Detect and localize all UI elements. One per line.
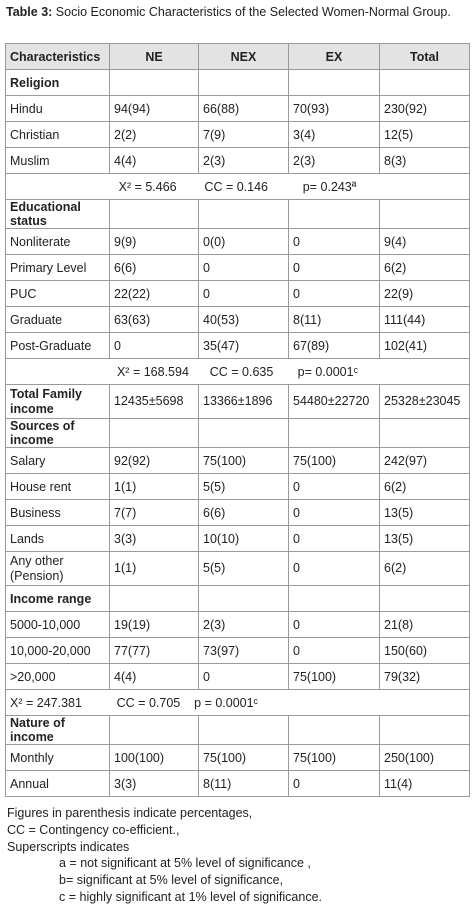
section-row — [6, 586, 470, 612]
section-label: Religion — [6, 70, 110, 96]
value-cell: 10(10) — [199, 526, 289, 552]
statistics-row — [6, 690, 470, 716]
statistics-row — [6, 359, 470, 385]
empty-cell — [199, 419, 289, 448]
row-label-cell: Salary — [6, 448, 110, 474]
empty-cell — [289, 586, 380, 612]
table-row — [6, 612, 470, 638]
row-label-cell: PUC — [6, 281, 110, 307]
empty-cell — [110, 70, 199, 96]
table-row — [6, 307, 470, 333]
value-cell: 12435±5698 — [110, 385, 199, 419]
value-cell: 35(47) — [199, 333, 289, 359]
value-cell: 63(63) — [110, 307, 199, 333]
value-cell: 1(1) — [110, 474, 199, 500]
section-row — [6, 419, 470, 448]
empty-cell — [289, 716, 380, 745]
table-row — [6, 385, 470, 419]
value-cell: 77(77) — [110, 638, 199, 664]
section-label: Nature of income — [6, 716, 110, 745]
empty-cell — [110, 586, 199, 612]
value-cell: 73(97) — [199, 638, 289, 664]
value-cell: 75(100) — [199, 448, 289, 474]
value-cell: 4(4) — [110, 148, 199, 174]
value-cell: 9(4) — [380, 229, 470, 255]
value-cell: 13(5) — [380, 500, 470, 526]
row-label-cell: Business — [6, 500, 110, 526]
caption-label: Table 3: — [6, 5, 53, 19]
value-cell: 9(9) — [110, 229, 199, 255]
table-row — [6, 96, 470, 122]
value-cell: 3(3) — [110, 526, 199, 552]
socio-economic-table — [5, 43, 470, 797]
table-row — [6, 745, 470, 771]
value-cell: 6(2) — [380, 552, 470, 586]
statistics-row — [6, 174, 470, 200]
table-caption — [6, 4, 466, 21]
value-cell: 8(11) — [289, 307, 380, 333]
value-cell: 13366±1896 — [199, 385, 289, 419]
empty-cell — [380, 586, 470, 612]
value-cell: 0 — [289, 638, 380, 664]
header-nex: NEX — [199, 44, 289, 70]
row-label-cell: Monthly — [6, 745, 110, 771]
section-row — [6, 200, 470, 229]
value-cell: 0 — [289, 526, 380, 552]
table-row — [6, 448, 470, 474]
row-label-cell: Primary Level — [6, 255, 110, 281]
value-cell: 4(4) — [110, 664, 199, 690]
header-ex: EX — [289, 44, 380, 70]
value-cell: 250(100) — [380, 745, 470, 771]
value-cell: 40(53) — [199, 307, 289, 333]
value-cell: 75(100) — [289, 448, 380, 474]
row-label-cell: Nonliterate — [6, 229, 110, 255]
value-cell: 0(0) — [199, 229, 289, 255]
value-cell: 1(1) — [110, 552, 199, 586]
value-cell: 0 — [289, 281, 380, 307]
value-cell: 111(44) — [380, 307, 470, 333]
empty-cell — [110, 419, 199, 448]
row-label-cell: >20,000 — [6, 664, 110, 690]
empty-cell — [110, 716, 199, 745]
value-cell: 2(3) — [199, 148, 289, 174]
footnote-line: CC = Contingency co-efficient., — [7, 822, 180, 837]
value-cell: 0 — [199, 281, 289, 307]
table-row — [6, 281, 470, 307]
empty-cell — [289, 200, 380, 229]
value-cell: 13(5) — [380, 526, 470, 552]
value-cell: 230(92) — [380, 96, 470, 122]
value-cell: 0 — [110, 333, 199, 359]
table-row — [6, 500, 470, 526]
header-total: Total — [380, 44, 470, 70]
section-label: Educational status — [6, 200, 110, 229]
row-label-cell: Lands — [6, 526, 110, 552]
table-row — [6, 474, 470, 500]
value-cell: 3(3) — [110, 771, 199, 797]
value-cell: 2(3) — [199, 612, 289, 638]
empty-cell — [380, 716, 470, 745]
value-cell: 92(92) — [110, 448, 199, 474]
value-cell: 75(100) — [289, 745, 380, 771]
value-cell: 0 — [289, 500, 380, 526]
header-characteristics: Characteristics — [6, 44, 110, 70]
value-cell: 12(5) — [380, 122, 470, 148]
row-label-cell: Post-Graduate — [6, 333, 110, 359]
value-cell: 0 — [289, 255, 380, 281]
empty-cell — [110, 200, 199, 229]
value-cell: 3(4) — [289, 122, 380, 148]
row-label-cell: Muslim — [6, 148, 110, 174]
value-cell: 8(11) — [199, 771, 289, 797]
value-cell: 102(41) — [380, 333, 470, 359]
empty-cell — [380, 419, 470, 448]
table-row — [6, 148, 470, 174]
value-cell: 0 — [289, 474, 380, 500]
value-cell: 0 — [199, 255, 289, 281]
empty-cell — [289, 70, 380, 96]
value-cell: 7(7) — [110, 500, 199, 526]
value-cell: 242(97) — [380, 448, 470, 474]
footnote-line: b= significant at 5% level of significance, — [59, 873, 284, 888]
empty-cell — [199, 70, 289, 96]
row-label-cell: 5000-10,000 — [6, 612, 110, 638]
row-label-cell: Annual — [6, 771, 110, 797]
table-row — [6, 255, 470, 281]
value-cell: 6(6) — [199, 500, 289, 526]
row-label-cell: 10,000-20,000 — [6, 638, 110, 664]
row-label-cell: House rent — [6, 474, 110, 500]
value-cell: 150(60) — [380, 638, 470, 664]
statistics-text: X² = 168.594 CC = 0.635 p= 0.0001ᶜ — [6, 359, 470, 385]
empty-cell — [199, 200, 289, 229]
value-cell: 22(22) — [110, 281, 199, 307]
value-cell: 70(93) — [289, 96, 380, 122]
section-row — [6, 70, 470, 96]
value-cell: 0 — [289, 229, 380, 255]
table-row — [6, 526, 470, 552]
header-ne: NE — [110, 44, 199, 70]
table-row — [6, 552, 470, 586]
empty-cell — [289, 419, 380, 448]
value-cell: 22(9) — [380, 281, 470, 307]
value-cell: 54480±22720 — [289, 385, 380, 419]
header-row — [6, 44, 470, 70]
value-cell: 21(8) — [380, 612, 470, 638]
section-label: Income range — [6, 586, 110, 612]
footnotes — [7, 805, 467, 906]
footnote-line: Superscripts indicates — [7, 839, 130, 854]
section-row — [6, 716, 470, 745]
footnote-line: Figures in parenthesis indicate percentages, — [7, 806, 253, 820]
empty-cell — [380, 200, 470, 229]
empty-cell — [380, 70, 470, 96]
value-cell: 2(3) — [289, 148, 380, 174]
row-label-cell: Total Family income — [6, 385, 110, 419]
value-cell: 75(100) — [199, 745, 289, 771]
value-cell: 79(32) — [380, 664, 470, 690]
table-row — [6, 229, 470, 255]
value-cell: 66(88) — [199, 96, 289, 122]
row-label-cell: Any other (Pension) — [6, 552, 110, 586]
statistics-text: X² = 5.466 CC = 0.146 p= 0.243ª — [6, 174, 470, 200]
statistics-text: X² = 247.381 CC = 0.705 p = 0.0001ᶜ — [6, 690, 470, 716]
value-cell: 67(89) — [289, 333, 380, 359]
value-cell: 8(3) — [380, 148, 470, 174]
table-row — [6, 122, 470, 148]
value-cell: 0 — [289, 552, 380, 586]
value-cell: 75(100) — [289, 664, 380, 690]
caption-text: Socio Economic Characteristics of the Selected Women-Normal Group. — [52, 5, 451, 19]
footnote-line: a = not significant at 5% level of significance , — [59, 856, 311, 871]
value-cell: 0 — [199, 664, 289, 690]
empty-cell — [199, 586, 289, 612]
empty-cell — [199, 716, 289, 745]
row-label-cell: Christian — [6, 122, 110, 148]
value-cell: 6(6) — [110, 255, 199, 281]
footnote-line: c = highly significant at 1% level of significance. — [59, 889, 322, 904]
table-row — [6, 771, 470, 797]
table-row — [6, 664, 470, 690]
value-cell: 0 — [289, 771, 380, 797]
section-label: Sources of income — [6, 419, 110, 448]
table-row — [6, 333, 470, 359]
value-cell: 6(2) — [380, 474, 470, 500]
value-cell: 7(9) — [199, 122, 289, 148]
value-cell: 100(100) — [110, 745, 199, 771]
value-cell: 25328±23045 — [380, 385, 470, 419]
row-label-cell: Graduate — [6, 307, 110, 333]
value-cell: 19(19) — [110, 612, 199, 638]
value-cell: 6(2) — [380, 255, 470, 281]
value-cell: 94(94) — [110, 96, 199, 122]
value-cell: 11(4) — [380, 771, 470, 797]
table-body — [6, 70, 470, 797]
value-cell: 5(5) — [199, 474, 289, 500]
value-cell: 5(5) — [199, 552, 289, 586]
row-label-cell: Hindu — [6, 96, 110, 122]
value-cell: 0 — [289, 612, 380, 638]
table-row — [6, 638, 470, 664]
value-cell: 2(2) — [110, 122, 199, 148]
